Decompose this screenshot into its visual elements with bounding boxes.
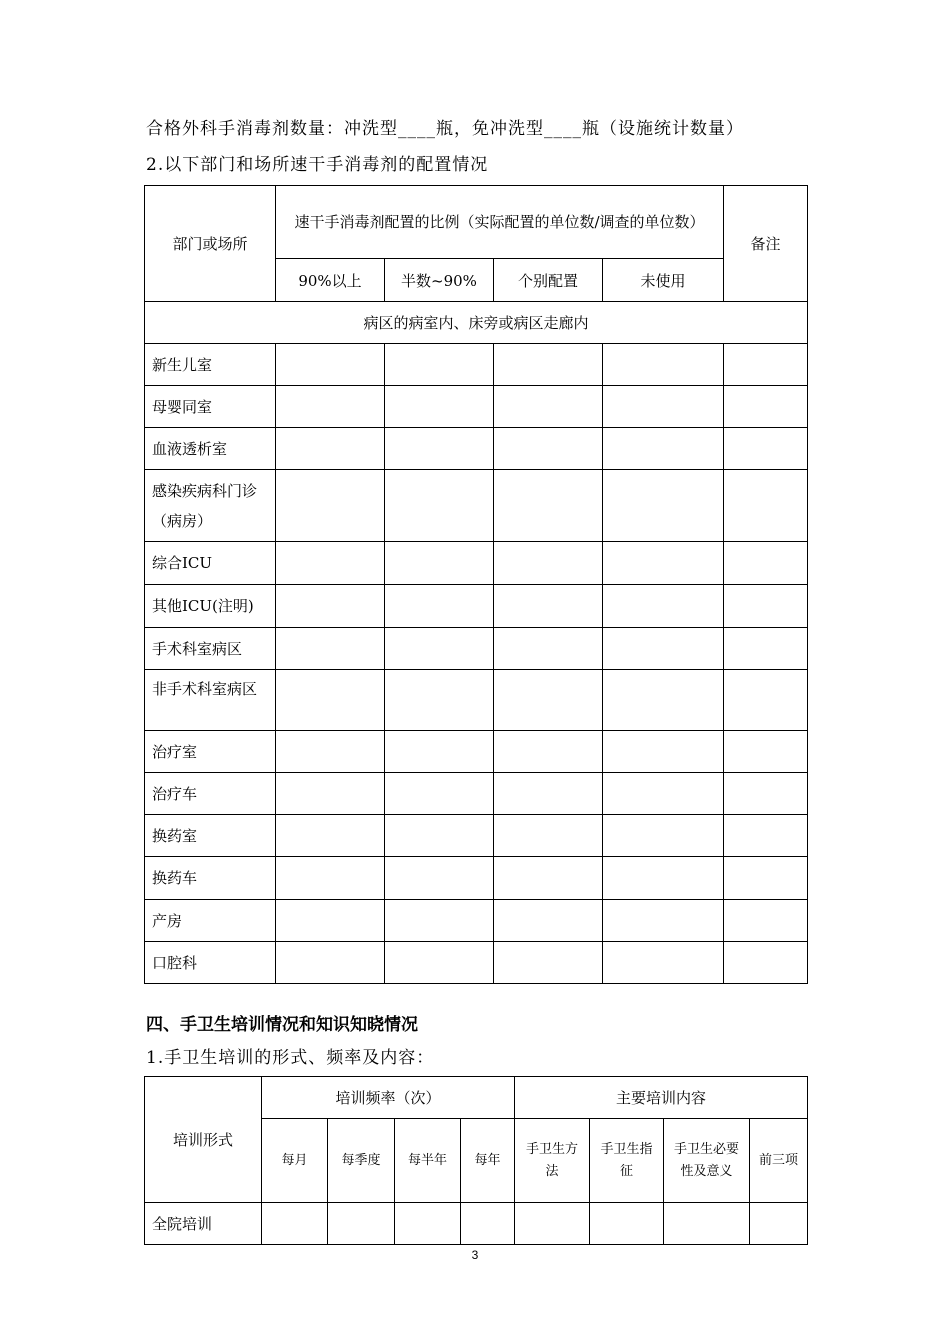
surgical-disinfectant-count-line: 合格外科手消毒剂数量：冲洗型____瓶，免冲洗型____瓶（设施统计数量） (146, 119, 744, 139)
table-cell (494, 942, 603, 984)
subheader-partial: 个别配置 (494, 259, 603, 302)
row-label: 血液透析室 (145, 428, 276, 470)
table-row (145, 386, 808, 428)
row-label: 新生儿室 (145, 344, 276, 386)
table-cell (276, 428, 385, 470)
table-row (145, 815, 808, 857)
content-indication: 手卫生指征 (590, 1119, 664, 1203)
table-row (145, 628, 808, 670)
table-row (145, 470, 808, 542)
table-row (145, 773, 808, 815)
table-row (145, 344, 808, 386)
content-first-three: 前三项 (750, 1119, 808, 1203)
header-note: 备注 (724, 186, 808, 302)
table-cell (385, 470, 494, 542)
row-label: 母婴同室 (145, 386, 276, 428)
item1-title: 1.手卫生培训的形式、频率及内容： (146, 1048, 435, 1068)
row-label: 换药室 (145, 815, 276, 857)
table-row (145, 857, 808, 900)
table-cell (603, 900, 724, 942)
table-cell (603, 386, 724, 428)
subheader-unused: 未使用 (603, 259, 724, 302)
table-cell (724, 773, 808, 815)
table-cell (603, 428, 724, 470)
table-cell (724, 815, 808, 857)
table-row (145, 542, 808, 585)
table-row (145, 900, 808, 942)
section-row: 病区的病室内、床旁或病区走廊内 (145, 302, 808, 344)
table-cell (724, 542, 808, 585)
table-cell (724, 585, 808, 628)
table-cell (494, 773, 603, 815)
table-cell (276, 542, 385, 585)
table-cell (385, 670, 494, 731)
table-cell (385, 815, 494, 857)
table-cell (494, 386, 603, 428)
table-cell (385, 942, 494, 984)
table-cell (276, 670, 385, 731)
table-cell (276, 585, 385, 628)
table-cell (276, 344, 385, 386)
section4-heading: 四、手卫生培训情况和知识知晓情况 (146, 1015, 418, 1035)
table-cell (494, 470, 603, 542)
table-cell (724, 857, 808, 900)
table-cell (461, 1203, 515, 1245)
table-cell (385, 731, 494, 773)
row-label: 换药车 (145, 857, 276, 900)
header-ratio: 速干手消毒剂配置的比例（实际配置的单位数/调查的单位数） (276, 186, 724, 259)
table-cell (603, 670, 724, 731)
table-row (145, 731, 808, 773)
table-cell (276, 900, 385, 942)
table-cell (724, 731, 808, 773)
table-cell (603, 942, 724, 984)
disinfectant-config-table (144, 185, 808, 984)
table-cell (494, 428, 603, 470)
table-cell (385, 428, 494, 470)
table-row (145, 1203, 808, 1245)
table-cell (385, 628, 494, 670)
table-cell (603, 585, 724, 628)
table-cell (385, 900, 494, 942)
freq-annual: 每年 (461, 1119, 515, 1203)
table-cell (276, 628, 385, 670)
content-method: 手卫生方法 (515, 1119, 590, 1203)
table-cell (494, 857, 603, 900)
table-cell (395, 1203, 461, 1245)
row-label: 治疗车 (145, 773, 276, 815)
table-cell (724, 344, 808, 386)
table-cell (603, 470, 724, 542)
item2-title: 2.以下部门和场所速干手消毒剂的配置情况 (146, 155, 489, 175)
row-label: 全院培训 (145, 1203, 262, 1245)
content-necessity: 手卫生必要性及意义 (664, 1119, 750, 1203)
table-cell (494, 585, 603, 628)
table-cell (750, 1203, 808, 1245)
table-cell (724, 900, 808, 942)
table-cell (603, 542, 724, 585)
subheader-half-to-90: 半数~90% (385, 259, 494, 302)
header-training-form: 培训形式 (145, 1077, 262, 1203)
row-label: 治疗室 (145, 731, 276, 773)
table-cell (494, 900, 603, 942)
table-cell (724, 942, 808, 984)
freq-semiannual: 每半年 (395, 1119, 461, 1203)
table-row (145, 942, 808, 984)
table-cell (664, 1203, 750, 1245)
table-row (145, 585, 808, 628)
table-cell (276, 386, 385, 428)
header-content: 主要培训内容 (515, 1077, 808, 1119)
table-cell (385, 585, 494, 628)
table-cell (724, 470, 808, 542)
page-number: 3 (471, 1248, 479, 1262)
table-cell (603, 815, 724, 857)
table-cell (515, 1203, 590, 1245)
row-label: 非手术科室病区 (145, 670, 276, 731)
table-cell (276, 942, 385, 984)
freq-monthly: 每月 (262, 1119, 328, 1203)
table-cell (603, 773, 724, 815)
table-cell (276, 470, 385, 542)
table-row (145, 670, 808, 731)
table-cell (724, 670, 808, 731)
row-label: 口腔科 (145, 942, 276, 984)
table-cell (494, 670, 603, 731)
table-cell (494, 815, 603, 857)
table-cell (724, 428, 808, 470)
row-label: 感染疾病科门诊（病房） (145, 470, 276, 542)
table-cell (276, 773, 385, 815)
table-cell (590, 1203, 664, 1245)
table-cell (385, 773, 494, 815)
table-cell (385, 857, 494, 900)
table-cell (603, 628, 724, 670)
freq-quarterly: 每季度 (328, 1119, 395, 1203)
table-cell (494, 628, 603, 670)
table-cell (276, 815, 385, 857)
row-label: 综合ICU (145, 542, 276, 585)
row-label: 产房 (145, 900, 276, 942)
row-label: 手术科室病区 (145, 628, 276, 670)
table-cell (603, 731, 724, 773)
table-cell (276, 731, 385, 773)
training-table (144, 1076, 808, 1245)
table-cell (494, 344, 603, 386)
subheader-90-plus: 90%以上 (276, 259, 385, 302)
header-frequency: 培训频率（次） (262, 1077, 515, 1119)
table-cell (603, 857, 724, 900)
table-cell (328, 1203, 395, 1245)
table-row (145, 428, 808, 470)
row-label: 其他ICU(注明) (145, 585, 276, 628)
table-cell (385, 344, 494, 386)
header-dept: 部门或场所 (145, 186, 276, 302)
table-cell (494, 542, 603, 585)
table-cell (603, 344, 724, 386)
table-cell (385, 386, 494, 428)
table-cell (724, 628, 808, 670)
table-cell (494, 731, 603, 773)
table-cell (724, 386, 808, 428)
table-cell (385, 542, 494, 585)
table-cell (262, 1203, 328, 1245)
table-cell (276, 857, 385, 900)
